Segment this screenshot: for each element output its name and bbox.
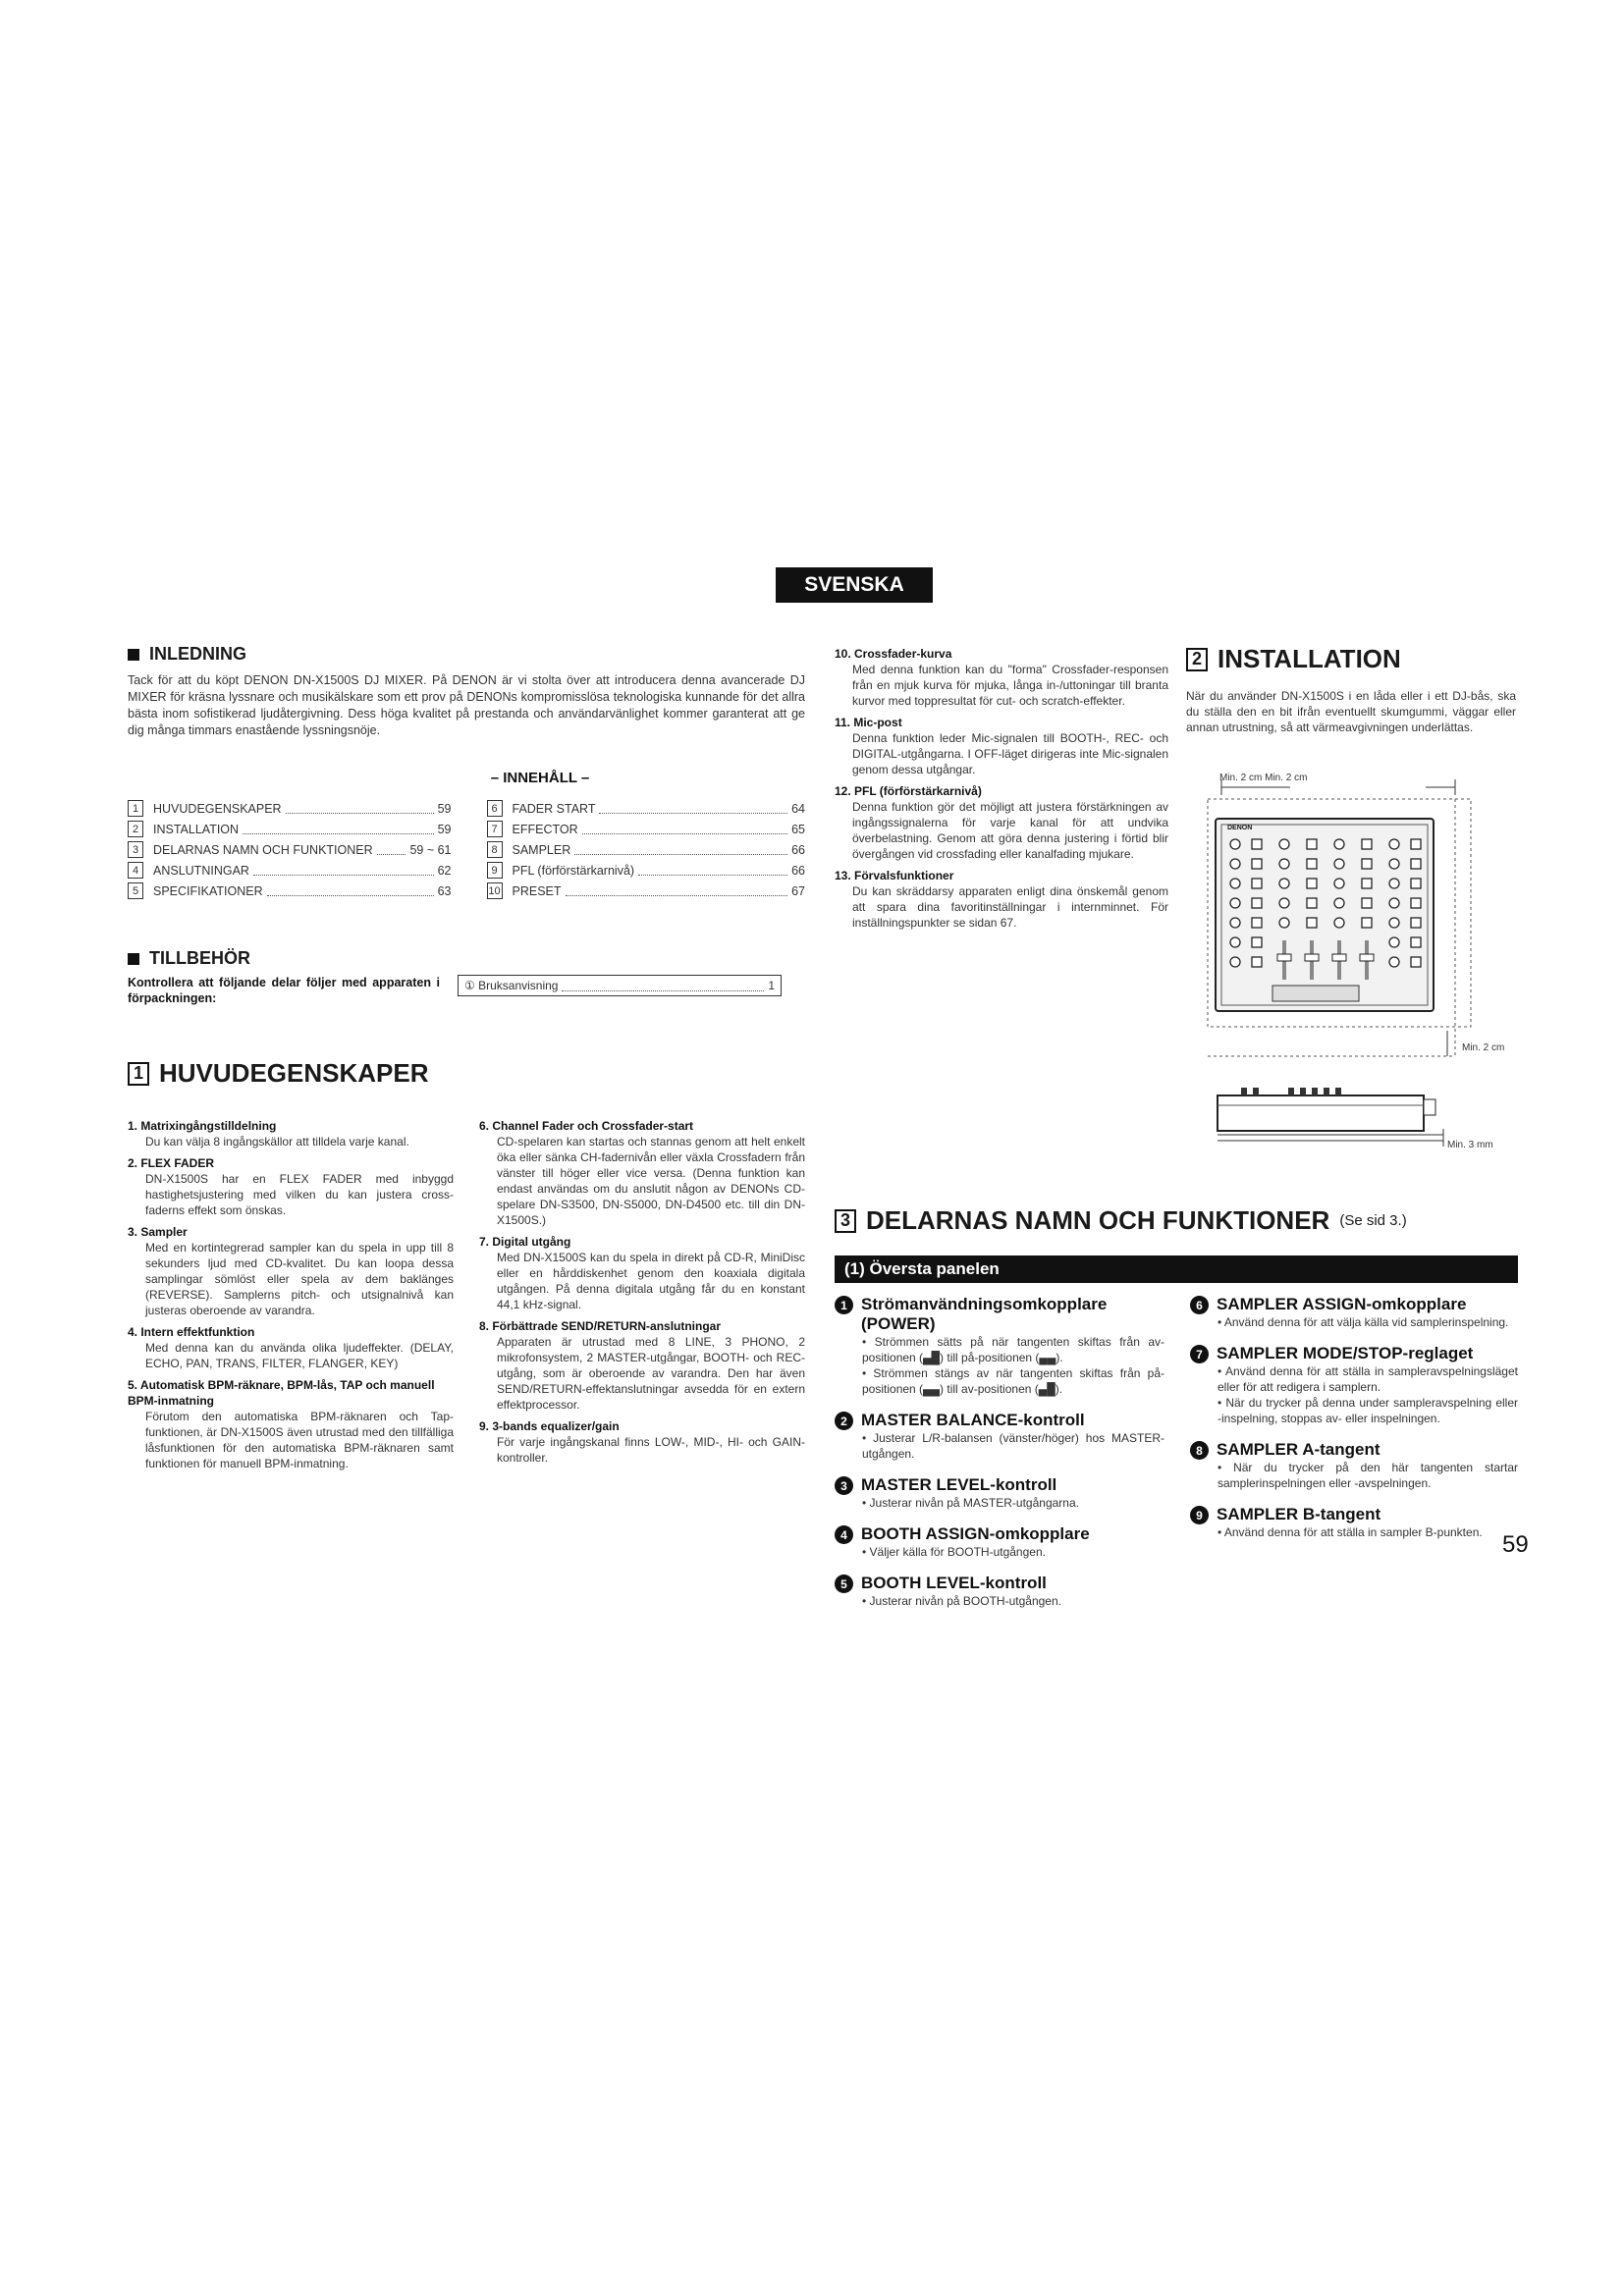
function-bullet: • När du trycker på den här tangenten startar samplerinspelningen eller -avspelningen.: [1218, 1461, 1518, 1490]
feature-item: [128, 1118, 454, 1149]
feature-item: [128, 1155, 454, 1218]
section-number-box: 2: [1186, 648, 1208, 671]
feature-title: 7. Digital utgång: [479, 1235, 571, 1249]
function-title: SAMPLER A-tangent: [1217, 1440, 1380, 1459]
contents-number: 6: [487, 800, 503, 817]
function-title: SAMPLER ASSIGN-omkopplare: [1217, 1295, 1467, 1313]
contents-leader: [574, 844, 787, 855]
function-heading: [835, 1475, 1164, 1495]
contents-page: 65: [791, 822, 805, 836]
circled-number-icon: 6: [1190, 1296, 1209, 1314]
function-entry: [835, 1411, 1164, 1462]
contents-title: DELARNAS NAMN OCH FUNKTIONER: [153, 842, 373, 857]
feature-title: 4. Intern effektfunktion: [128, 1325, 255, 1339]
accessories-section: [128, 948, 805, 1006]
function-title: SAMPLER B-tangent: [1217, 1505, 1381, 1523]
feature-body: Med en kortintegrerad sampler kan du spela in upp till 8 sekunders ljud med CD-kvalitet. Du kan loopa dessa samplingar sömlöst eller spela av dem baklänges (REVERSE). Samplerns pitch- och utsignalnivå kan justeras oberoende av varandra.: [145, 1241, 454, 1317]
contents-page: 59: [437, 801, 452, 816]
function-entry: [1190, 1295, 1518, 1330]
feature-item: [128, 1224, 454, 1318]
feature-title: 13. Förvalsfunktioner: [835, 869, 954, 882]
contents-row: [128, 798, 452, 819]
feature-title: 2. FLEX FADER: [128, 1156, 215, 1170]
circled-number-icon: 5: [835, 1575, 853, 1593]
function-title: MASTER BALANCE-kontroll: [861, 1411, 1085, 1429]
feature-item: [479, 1318, 805, 1413]
contents-title: PRESET: [512, 883, 562, 898]
function-heading: [835, 1524, 1164, 1544]
function-bullet: • Strömmen stängs av när tangenten skiftas från på-positionen (▄▄) till av-positionen (▄█).: [862, 1366, 1164, 1396]
feature-title: 10. Crossfader-kurva: [835, 647, 952, 661]
features-section: [128, 1058, 805, 1477]
contents-leader: [377, 844, 406, 855]
dimension-label-right: Min. 2 cm: [1462, 1042, 1505, 1053]
feature-item: [128, 1324, 454, 1371]
feature-item: [835, 783, 1168, 862]
contents-row: [128, 860, 452, 881]
feature-title: 3. Sampler: [128, 1225, 188, 1239]
function-heading: [835, 1411, 1164, 1430]
installation-heading: 2 INSTALLATION: [1186, 644, 1516, 674]
function-bullet: • Använd denna för att ställa in sampleravspelningsläget eller för att redigera i samplern.: [1218, 1364, 1518, 1394]
feature-body: CD-spelaren kan startas och stannas genom att helt enkelt öka eller sänka CH-fadernivån eller växla Crossfadern från vänster till höger eller vice versa. (Denna funktion kan endast användas om du anslutit någon av DENONs CD-spelare DN-S3500, DN-S5000, DN-D4500 etc. till din DN-X1500S.): [497, 1135, 805, 1227]
feature-item: [128, 1377, 454, 1471]
contents-title: INSTALLATION: [153, 822, 240, 836]
feature-title: 1. Matrixingångstilldelning: [128, 1119, 277, 1133]
contents-left-column: [128, 798, 452, 901]
contents-number: 7: [487, 821, 503, 837]
function-title: SAMPLER MODE/STOP-reglaget: [1217, 1344, 1474, 1362]
feature-item: [835, 646, 1168, 709]
accessory-page: 1: [768, 979, 775, 992]
function-bullet: • Väljer källa för BOOTH-utgången.: [862, 1545, 1046, 1559]
feature-title: 12. PFL (förförstärkarnivå): [835, 784, 982, 798]
contents-leader: [243, 824, 434, 834]
circled-number-icon: 1: [835, 1296, 853, 1314]
contents-number: 9: [487, 862, 503, 879]
accessories-item-box: [458, 975, 782, 996]
feature-body: DN-X1500S har en FLEX FADER med inbyggd hastighetsjustering med vilken du kan justera cross-faderns effekt som önskas.: [145, 1172, 454, 1217]
contents-title: FADER START: [512, 801, 596, 816]
square-bullet-icon: [128, 649, 139, 661]
dimension-label-top: Min. 2 cm Min. 2 cm: [1219, 773, 1308, 783]
contents-page: 62: [437, 863, 452, 878]
contents-title: EFFECTOR: [512, 822, 578, 836]
function-entry: [835, 1574, 1164, 1609]
parts-section: [835, 1205, 1518, 1623]
function-bullet: • Justerar nivån på BOOTH-utgången.: [862, 1594, 1061, 1608]
parts-right-column: [1190, 1295, 1518, 1623]
contents-page: 59 ~ 61: [409, 842, 452, 857]
function-entry: [835, 1524, 1164, 1560]
accessories-note: Kontrollera att följande delar följer med apparaten i förpackningen:: [128, 976, 440, 1005]
feature-body: Apparaten är utrustad med 8 LINE, 3 PHONO, 2 mikrofonsystem, 2 MASTER-utgångar, BOOTH- och REC-utgång, som är oberoende av varandra. Den har även SEND/RETURN-effektanslutningar avsedda för en extern effektprocessor.: [497, 1335, 805, 1412]
contents-title: ANSLUTNINGAR: [153, 863, 249, 878]
intro-heading: INLEDNING: [128, 644, 805, 665]
circled-number-icon: 8: [1190, 1441, 1209, 1460]
function-heading: [1190, 1440, 1518, 1460]
features-right-column: [479, 1118, 805, 1477]
function-bullet: • Använd denna för att ställa in sampler B-punkten.: [1218, 1525, 1483, 1539]
contents-title: SAMPLER: [512, 842, 571, 857]
contents-row: [128, 839, 452, 860]
contents-page: 66: [791, 863, 805, 878]
contents-row: [128, 881, 452, 901]
feature-body: Denna funktion leder Mic-signalen till BOOTH-, REC- och DIGITAL-utgångarna. I OFF-läget dirigeras inte Mic-signalen genom dessa utgångar.: [852, 731, 1168, 776]
feature-body: Du kan skräddarsy apparaten enligt dina önskemål genom att spara dina favoritinställningar i internminnet. För inställningspunkter se sidan 67.: [852, 884, 1168, 930]
dimension-label-bottom: Min. 3 mm: [1447, 1140, 1493, 1150]
function-title: MASTER LEVEL-kontroll: [861, 1475, 1057, 1494]
contents-title: HUVUDEGENSKAPER: [153, 801, 282, 816]
contents-leader: [286, 803, 434, 814]
feature-body: Denna funktion gör det möjligt att justera förstärkningen av ingångssignalerna för varje kanal för att undvika överbelastning. Genom att göra denna justering i förtid blir övergången vid crossfading eller kanalfading mjukare.: [852, 800, 1168, 861]
circled-number-icon: 3: [835, 1476, 853, 1495]
installation-text: När du använder DN-X1500S i en låda eller i ett DJ-bås, ska du ställa den en bit ifrån eventuellt skumgummi, väggar eller annan utrustning, så att värmeavgivningen underlättas.: [1186, 689, 1516, 734]
function-heading: [1190, 1295, 1518, 1314]
contents-row: [487, 839, 806, 860]
intro-text: Tack för att du köpt DENON DN-X1500S DJ MIXER. På DENON är vi stolta över att introducera denna avancerade DJ MIXER för kräsna lyssnare och musikälskare som ett prov på DENONs kompromisslösa teknologiska kunnande för det allra bästa inom sofistikerad ljudåtergivning. Dess höga kvalitet på prestanda och användarvänlighet kommer garanterat att ge dig många timmars enastående lyssningsnöje.: [128, 673, 805, 737]
feature-body: Du kan välja 8 ingångskällor att tilldela varje kanal.: [145, 1135, 409, 1148]
page-number: 59: [1502, 1531, 1529, 1558]
feature-item: [479, 1418, 805, 1466]
feature-item: [835, 715, 1168, 777]
feature-body: Med denna funktion kan du "forma" Crossfader-responsen från en mjuk kurva för mjuka, långa in-/uttoningar till branta kurvor med toppresultat för cut- och scratch-effekter.: [852, 663, 1168, 708]
accessories-heading: TILLBEHÖR: [128, 948, 805, 969]
function-title: BOOTH LEVEL-kontroll: [861, 1574, 1047, 1592]
feature-title: 5. Automatisk BPM-räknare, BPM-lås, TAP och manuell BPM-inmatning: [128, 1378, 435, 1408]
contents-leader: [267, 885, 434, 896]
contents-number: 1: [128, 800, 143, 817]
contents-leader: [599, 803, 787, 814]
function-heading: [835, 1574, 1164, 1593]
language-badge: SVENSKA: [776, 567, 933, 603]
contents-leader: [566, 885, 788, 896]
contents-page: 66: [791, 842, 805, 857]
contents-right-column: [487, 798, 806, 901]
parts-reference: (Se sid 3.): [1339, 1212, 1407, 1229]
contents-number: 8: [487, 841, 503, 858]
parts-heading: 3 DELARNAS NAMN OCH FUNKTIONER (Se sid 3.): [835, 1205, 1518, 1236]
circled-number-icon: 4: [835, 1525, 853, 1544]
parts-left-column: [835, 1295, 1164, 1623]
feature-body: Med denna kan du använda olika ljudeffekter. (DELAY, ECHO, PAN, TRANS, FILTER, FLANGER, KEY): [145, 1341, 454, 1370]
features-left-column: [128, 1118, 454, 1477]
contents-leader: [582, 824, 787, 834]
function-heading: [835, 1295, 1164, 1334]
mixer-brand-logo: DENON: [1227, 825, 1253, 831]
circled-number-icon: 2: [835, 1412, 853, 1430]
circled-number-icon: 9: [1190, 1506, 1209, 1524]
installation-section: [1186, 644, 1516, 735]
function-entry: [1190, 1505, 1518, 1540]
contents-title: PFL (förförstärkarnivå): [512, 863, 635, 878]
function-entry: [835, 1295, 1164, 1397]
feature-item: [835, 868, 1168, 931]
feature-body: För varje ingångskanal finns LOW-, MID-, HI- och GAIN-kontroller.: [497, 1435, 805, 1465]
contents-section: [128, 770, 805, 901]
function-entry: [835, 1475, 1164, 1511]
function-bullet: • Justerar L/R-balansen (vänster/höger) hos MASTER-utgången.: [862, 1431, 1164, 1461]
contents-row: [487, 860, 806, 881]
feature-item: [479, 1234, 805, 1312]
contents-title: SPECIFIKATIONER: [153, 883, 263, 898]
function-title: Strömanvändningsomkopplare (POWER): [861, 1295, 1108, 1333]
contents-leader: [253, 865, 434, 876]
feature-body: Med DN-X1500S kan du spela in direkt på CD-R, MiniDisc eller en hårddiskenhet genom den koaxiala digitala utgången. På denna digitala utgång får du en konstant 44,1 kHz-signal.: [497, 1251, 805, 1311]
contents-number: 5: [128, 882, 143, 899]
function-bullet: • Strömmen sätts på när tangenten skiftas från av-positionen (▄█) till på-positionen (▄▄).: [862, 1335, 1164, 1364]
contents-row: [487, 881, 806, 901]
contents-page: 59: [437, 822, 452, 836]
top-panel-bar: (1) Översta panelen: [835, 1255, 1518, 1283]
features-heading: 1 HUVUDEGENSKAPER: [128, 1058, 805, 1089]
section-number-box: 1: [128, 1062, 149, 1086]
features-continued-column: [835, 646, 1168, 936]
section-number-box: 3: [835, 1209, 856, 1233]
contents-number: 3: [128, 841, 143, 858]
function-bullet: • När du trycker på denna under sampleravspelning eller -inspelning, stoppas av- eller inspelningen.: [1218, 1396, 1518, 1425]
feature-title: 8. Förbättrade SEND/RETURN-anslutningar: [479, 1319, 722, 1333]
contents-number: 4: [128, 862, 143, 879]
circled-number-icon: 7: [1190, 1345, 1209, 1363]
function-heading: [1190, 1344, 1518, 1363]
feature-title: 9. 3-bands equalizer/gain: [479, 1419, 620, 1433]
accessory-item: ① Bruksanvisning: [464, 979, 559, 992]
contents-page: 67: [791, 883, 805, 898]
feature-item: [479, 1118, 805, 1228]
function-heading: [1190, 1505, 1518, 1524]
feature-body: Förutom den automatiska BPM-räknaren och Tap-funktionen, är DN-X1500S även utrustad med den tillfälliga låsfunktionen för den automatiska BPM-räknaren samt funktionen för manuell BPM-inmatning.: [145, 1410, 454, 1470]
contents-leader: [638, 865, 787, 876]
contents-number: 10: [487, 882, 503, 899]
function-bullet: • Använd denna för att välja källa vid samplerinspelning.: [1218, 1315, 1509, 1329]
function-entry: [1190, 1344, 1518, 1426]
contents-number: 2: [128, 821, 143, 837]
contents-page: 64: [791, 801, 805, 816]
contents-page: 63: [437, 883, 452, 898]
contents-row: [487, 819, 806, 839]
function-title: BOOTH ASSIGN-omkopplare: [861, 1524, 1090, 1543]
feature-title: 11. Mic-post: [835, 716, 902, 729]
square-bullet-icon: [128, 953, 139, 965]
function-entry: [1190, 1440, 1518, 1491]
contents-row: [128, 819, 452, 839]
function-bullet: • Justerar nivån på MASTER-utgångarna.: [862, 1496, 1079, 1510]
contents-heading: – INNEHÅLL –: [490, 770, 590, 786]
contents-row: [487, 798, 806, 819]
intro-section: [128, 644, 805, 739]
feature-title: 6. Channel Fader och Crossfader-start: [479, 1119, 694, 1133]
